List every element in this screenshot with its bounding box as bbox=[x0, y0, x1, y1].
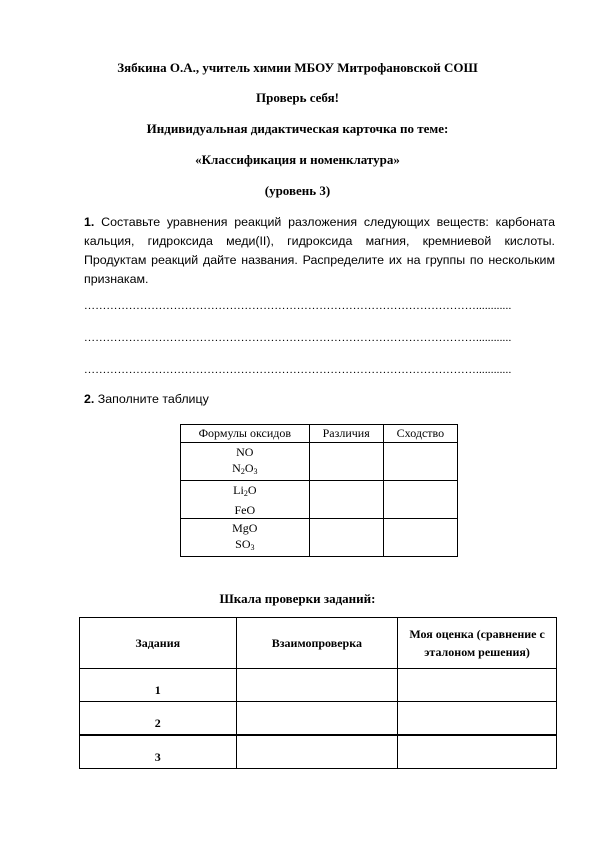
differences-cell[interactable] bbox=[309, 481, 383, 519]
check-yourself-heading: Проверь себя! bbox=[256, 90, 339, 105]
task-1-text: Составьте уравнения реакций разложения следующих веществ: карбоната кальция, гидроксида меди(II), гидроксида магния, кремниевой кислоты. Продуктам реакций дайте названия. Распределите их на группы по нескольким признакам. bbox=[84, 215, 555, 286]
formula-cell bbox=[181, 443, 310, 481]
oxides-row bbox=[181, 481, 458, 519]
similarity-cell[interactable] bbox=[383, 481, 457, 519]
task-number-cell: 2 bbox=[80, 702, 237, 736]
scale-title: Шкала проверки заданий: bbox=[219, 591, 376, 606]
task-number-cell: 3 bbox=[80, 735, 237, 769]
scale-row bbox=[80, 735, 557, 769]
scale-header-row bbox=[80, 618, 557, 669]
differences-cell[interactable] bbox=[309, 519, 383, 557]
card-title: Индивидуальная дидактическая карточка по теме: bbox=[146, 121, 449, 136]
answer-line-2[interactable]: ……………………………………………………………………………………………............ bbox=[84, 332, 512, 344]
author-line: Зябкина О.А., учитель химии МБОУ Митрофановской СОШ bbox=[117, 60, 478, 75]
formula: FeO bbox=[234, 502, 256, 517]
task-1-number: 1. bbox=[84, 215, 95, 229]
scale-table bbox=[79, 617, 557, 769]
formula: MgO bbox=[232, 520, 258, 535]
scale-row bbox=[80, 669, 557, 702]
header-tasks: Задания bbox=[80, 618, 237, 669]
task-2-number: 2. bbox=[84, 392, 95, 406]
oxides-header-row bbox=[181, 425, 458, 443]
peer-review-cell[interactable] bbox=[236, 735, 398, 769]
answer-line-1[interactable]: ……………………………………………………………………………………………............ bbox=[84, 300, 512, 312]
level-label: (уровень 3) bbox=[264, 183, 331, 198]
header-formulas: Формулы оксидов bbox=[181, 425, 310, 443]
formula-cell bbox=[181, 481, 310, 519]
formula-cell bbox=[181, 519, 310, 557]
answer-line-3[interactable]: ……………………………………………………………………………………………............ bbox=[84, 364, 512, 376]
header-my-grade: Моя оценка (сравнение с эталоном решения) bbox=[398, 618, 557, 669]
task-2-text: Заполните таблицу bbox=[97, 392, 209, 406]
formula: NO bbox=[236, 444, 254, 459]
topic-title: «Классификация и номенклатура» bbox=[195, 152, 400, 167]
oxides-table bbox=[180, 424, 458, 557]
header-differences: Различия bbox=[309, 425, 383, 443]
task-1 bbox=[84, 213, 555, 289]
formula: $N_2O_3$ bbox=[232, 460, 258, 476]
task-2 bbox=[84, 392, 209, 406]
formula: $SO_3$ bbox=[235, 536, 255, 552]
my-grade-cell[interactable] bbox=[398, 669, 557, 702]
similarity-cell[interactable] bbox=[383, 519, 457, 557]
peer-review-cell[interactable] bbox=[236, 669, 398, 702]
header-similarity: Сходство bbox=[383, 425, 457, 443]
formula: $Li_2O$ bbox=[233, 482, 257, 498]
differences-cell[interactable] bbox=[309, 443, 383, 481]
scale-row bbox=[80, 702, 557, 736]
my-grade-cell[interactable] bbox=[398, 702, 557, 736]
task-number-cell: 1 bbox=[80, 669, 237, 702]
my-grade-cell[interactable] bbox=[398, 735, 557, 769]
similarity-cell[interactable] bbox=[383, 443, 457, 481]
oxides-row bbox=[181, 443, 458, 481]
header-peer-review: Взаимопроверка bbox=[236, 618, 398, 669]
peer-review-cell[interactable] bbox=[236, 702, 398, 736]
oxides-row bbox=[181, 519, 458, 557]
